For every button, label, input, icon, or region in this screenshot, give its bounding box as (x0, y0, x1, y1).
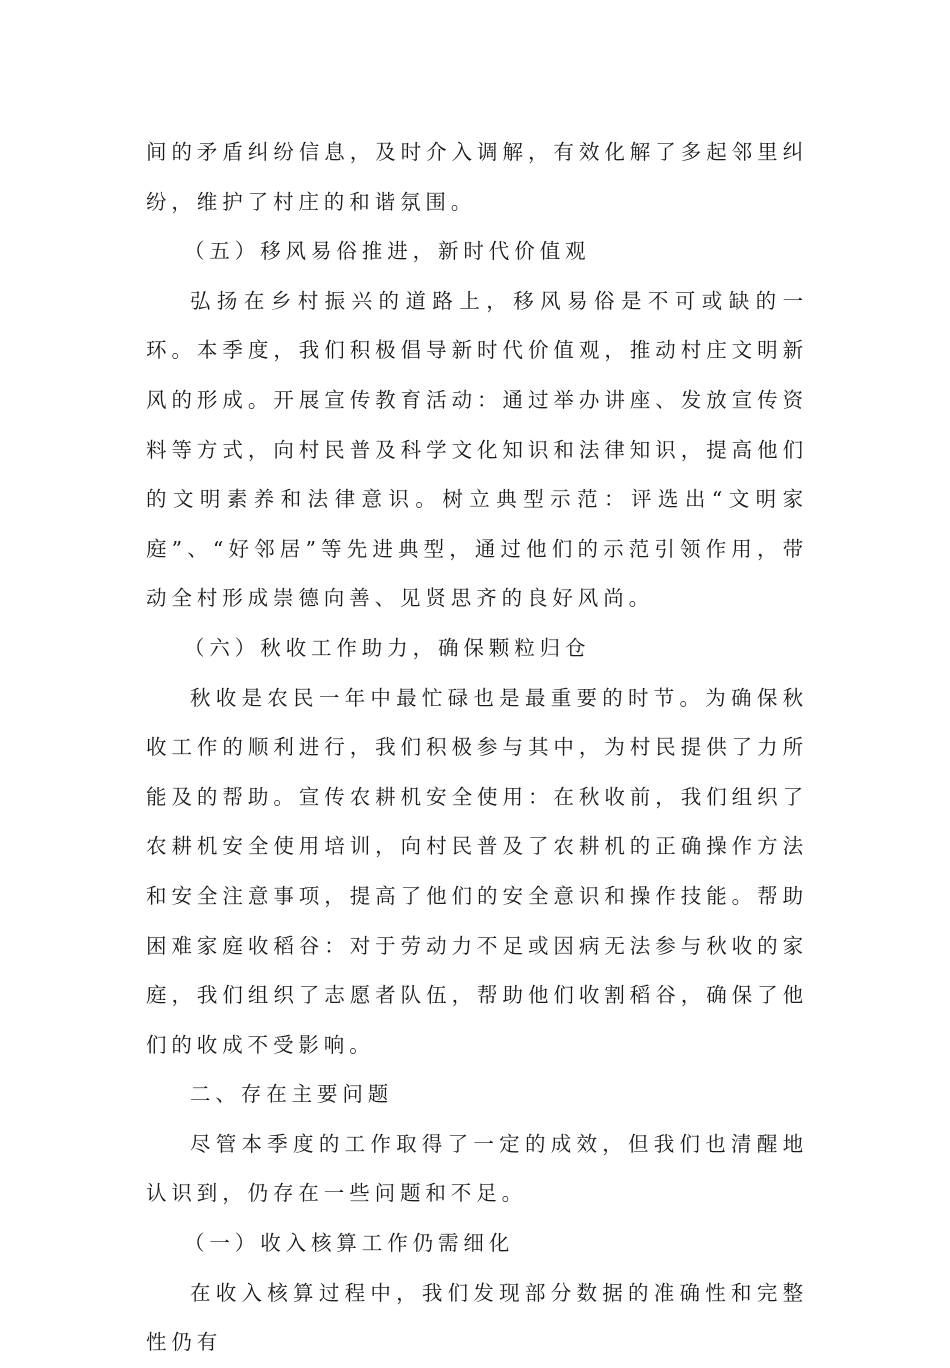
section-subheading-1: （一）收入核算工作仍需细化 (184, 1231, 515, 1256)
body-paragraph: 秋收是农民一年中最忙碌也是最重要的时节。为确保秋收工作的顺利进行，我们积极参与其中，为村民提供了力所能及的帮助。宣传农耕机安全使用：在秋收前，我们组织了农耕机安全使用培训，向村民普及了农耕机的正确操作方法和安全注意事项，提高了他们的安全意识和操作技能。帮助困难家庭收稻谷：对于劳动力不足或因病无法参与秋收的家庭，我们组织了志愿者队伍，帮助他们收割稻谷，确保了他们的收成不受影响。 (146, 685, 808, 1057)
body-paragraph: 尽管本季度的工作取得了一定的成效，但我们也清醒地认识到，仍存在一些问题和不足。 (146, 1131, 808, 1206)
section-heading-2: 二、存在主要问题 (190, 1082, 394, 1107)
section-subheading-6: （六）秋收工作助力，确保颗粒归仓 (184, 635, 591, 660)
body-paragraph: 弘扬在乡村振兴的道路上，移风易俗是不可或缺的一环。本季度，我们积极倡导新时代价值观，推动村庄文明新风的形成。开展宣传教育活动：通过举办讲座、发放宣传资料等方式，向村民普及科学文化知识和法律知识，提高他们的文明素养和法律意识。树立典型示范：评选出“文明家庭”、“好邻居”等先进典型，通过他们的示范引领作用，带动全村形成崇德向善、见贤思齐的良好风尚。 (146, 288, 808, 611)
body-paragraph: 在收入核算过程中，我们发现部分数据的准确性和完整性仍有 (146, 1280, 808, 1355)
body-paragraph-continued: 间的矛盾纠纷信息，及时介入调解，有效化解了多起邻里纠纷，维护了村庄的和谐氛围。 (146, 140, 808, 214)
document-body (146, 128, 808, 1368)
section-subheading-5: （五）移风易俗推进，新时代价值观 (184, 239, 591, 264)
